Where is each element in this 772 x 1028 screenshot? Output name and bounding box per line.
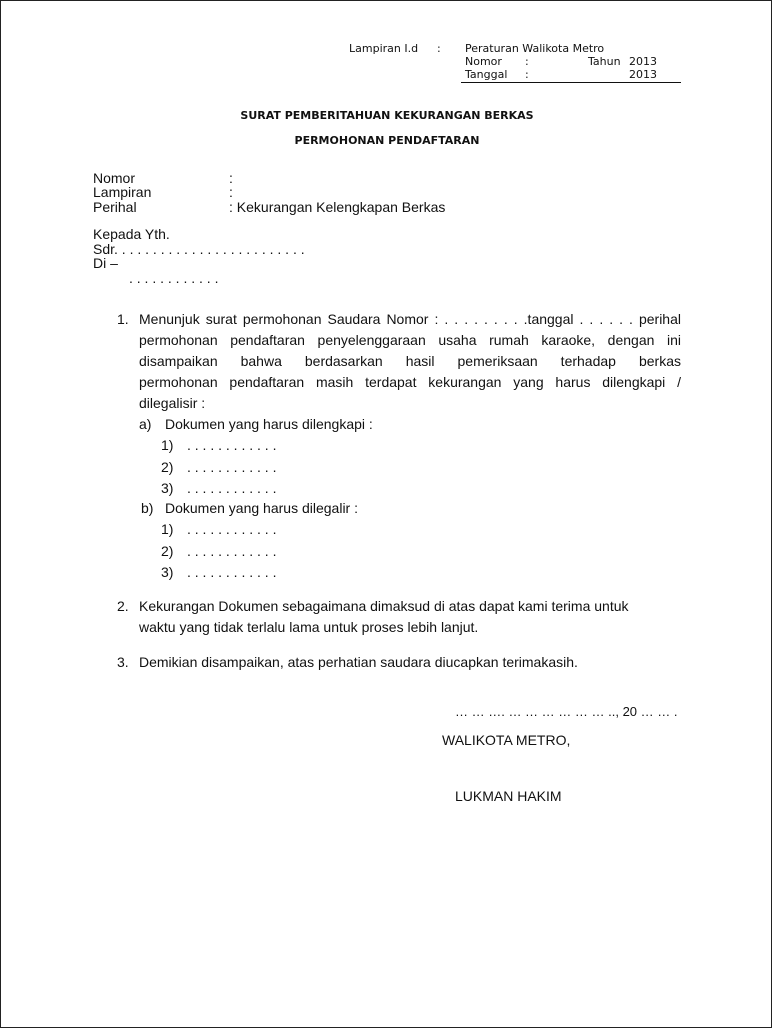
sub-a-item-number: 3)	[161, 480, 174, 496]
header-nomor-colon: :	[525, 55, 529, 68]
address-location: . . . . . . . . . . . .	[129, 270, 219, 286]
lampiran-label: Lampiran I.d	[349, 42, 419, 55]
signature-place-date: … … …. … … … … … … .., 20 … … .	[455, 704, 678, 719]
document-subtitle: PERMOHONAN PENDAFTARAN	[294, 134, 480, 147]
meta-perihal-label: Perihal	[93, 199, 137, 215]
sub-a-item-text: . . . . . . . . . . . .	[187, 459, 277, 475]
header-tanggal-value: 2013	[629, 68, 657, 81]
sub-a-item-number: 1)	[161, 437, 174, 453]
regulation-title: Peraturan Walikota Metro	[465, 42, 605, 55]
header-underline	[461, 82, 681, 83]
sub-a-text: Dokumen yang harus dilengkapi :	[165, 416, 373, 432]
sub-b-item-number: 1)	[161, 521, 174, 537]
address-recipient: Kepada Yth.	[93, 226, 170, 242]
sub-b-item-number: 2)	[161, 543, 174, 559]
lampiran-colon: :	[437, 42, 441, 55]
sub-a-marker: a)	[139, 416, 152, 432]
sub-b-item-text: . . . . . . . . . . . .	[187, 543, 277, 559]
meta-lampiran-value: :	[229, 184, 233, 200]
item1-line1: Menunjuk surat permohonan Saudara Nomor : . . . . . . . . .tanggal . . . . . . perihal	[139, 311, 681, 327]
sub-b-item-text: . . . . . . . . . . . .	[187, 564, 277, 580]
item1-line2: permohonan pendaftaran penyelenggaraan usaha rumah karaoke, dengan ini	[139, 332, 681, 348]
sub-a-item-number: 2)	[161, 459, 174, 475]
item1-line5: dilegalisir :	[139, 395, 206, 411]
sub-a-item-text: . . . . . . . . . . . .	[187, 437, 277, 453]
sub-a-item-text: . . . . . . . . . . . .	[187, 480, 277, 496]
signature-name: LUKMAN HAKIM	[455, 788, 562, 804]
sub-b-item-number: 3)	[161, 564, 174, 580]
header-tahun-value: 2013	[629, 55, 657, 68]
item2-number: 2.	[117, 598, 129, 614]
address-sdr: Sdr. . . . . . . . . . . . . . . . . . . . . . . . .	[93, 241, 305, 257]
header-nomor-label: Nomor	[465, 55, 502, 68]
address-di: Di –	[93, 255, 118, 271]
item1-number: 1.	[117, 311, 129, 327]
meta-nomor-value: :	[229, 170, 233, 186]
meta-nomor-label: Nomor	[93, 170, 136, 186]
meta-lampiran-label: Lampiran	[93, 184, 152, 200]
item1-line3: disampaikan bahwa berdasarkan hasil pemeriksaan terhadap berkas	[139, 353, 681, 369]
item3-number: 3.	[117, 654, 129, 670]
item2-line1: Kekurangan Dokumen sebagaimana dimaksud di atas dapat kami terima untuk	[139, 598, 629, 614]
header-tanggal-label: Tanggal	[465, 68, 508, 81]
item1-line4: permohonan pendaftaran masih terdapat kekurangan yang harus dilengkapi /	[139, 374, 681, 390]
header-tanggal-colon: :	[525, 68, 529, 81]
meta-perihal-value: : Kekurangan Kelengkapan Berkas	[229, 199, 446, 215]
header-tahun-label: Tahun	[588, 55, 621, 68]
signature-official: WALIKOTA METRO,	[442, 732, 571, 748]
sub-b-item-text: . . . . . . . . . . . .	[187, 521, 277, 537]
sub-b-text: Dokumen yang harus dilegalir :	[165, 500, 358, 516]
item2-line2: waktu yang tidak terlalu lama untuk proses lebih lanjut.	[139, 619, 479, 635]
item3-line1: Demikian disampaikan, atas perhatian saudara diucapkan terimakasih.	[139, 654, 578, 670]
sub-b-marker: b)	[141, 500, 154, 516]
document-title: SURAT PEMBERITAHUAN KEKURANGAN BERKAS	[240, 109, 534, 122]
